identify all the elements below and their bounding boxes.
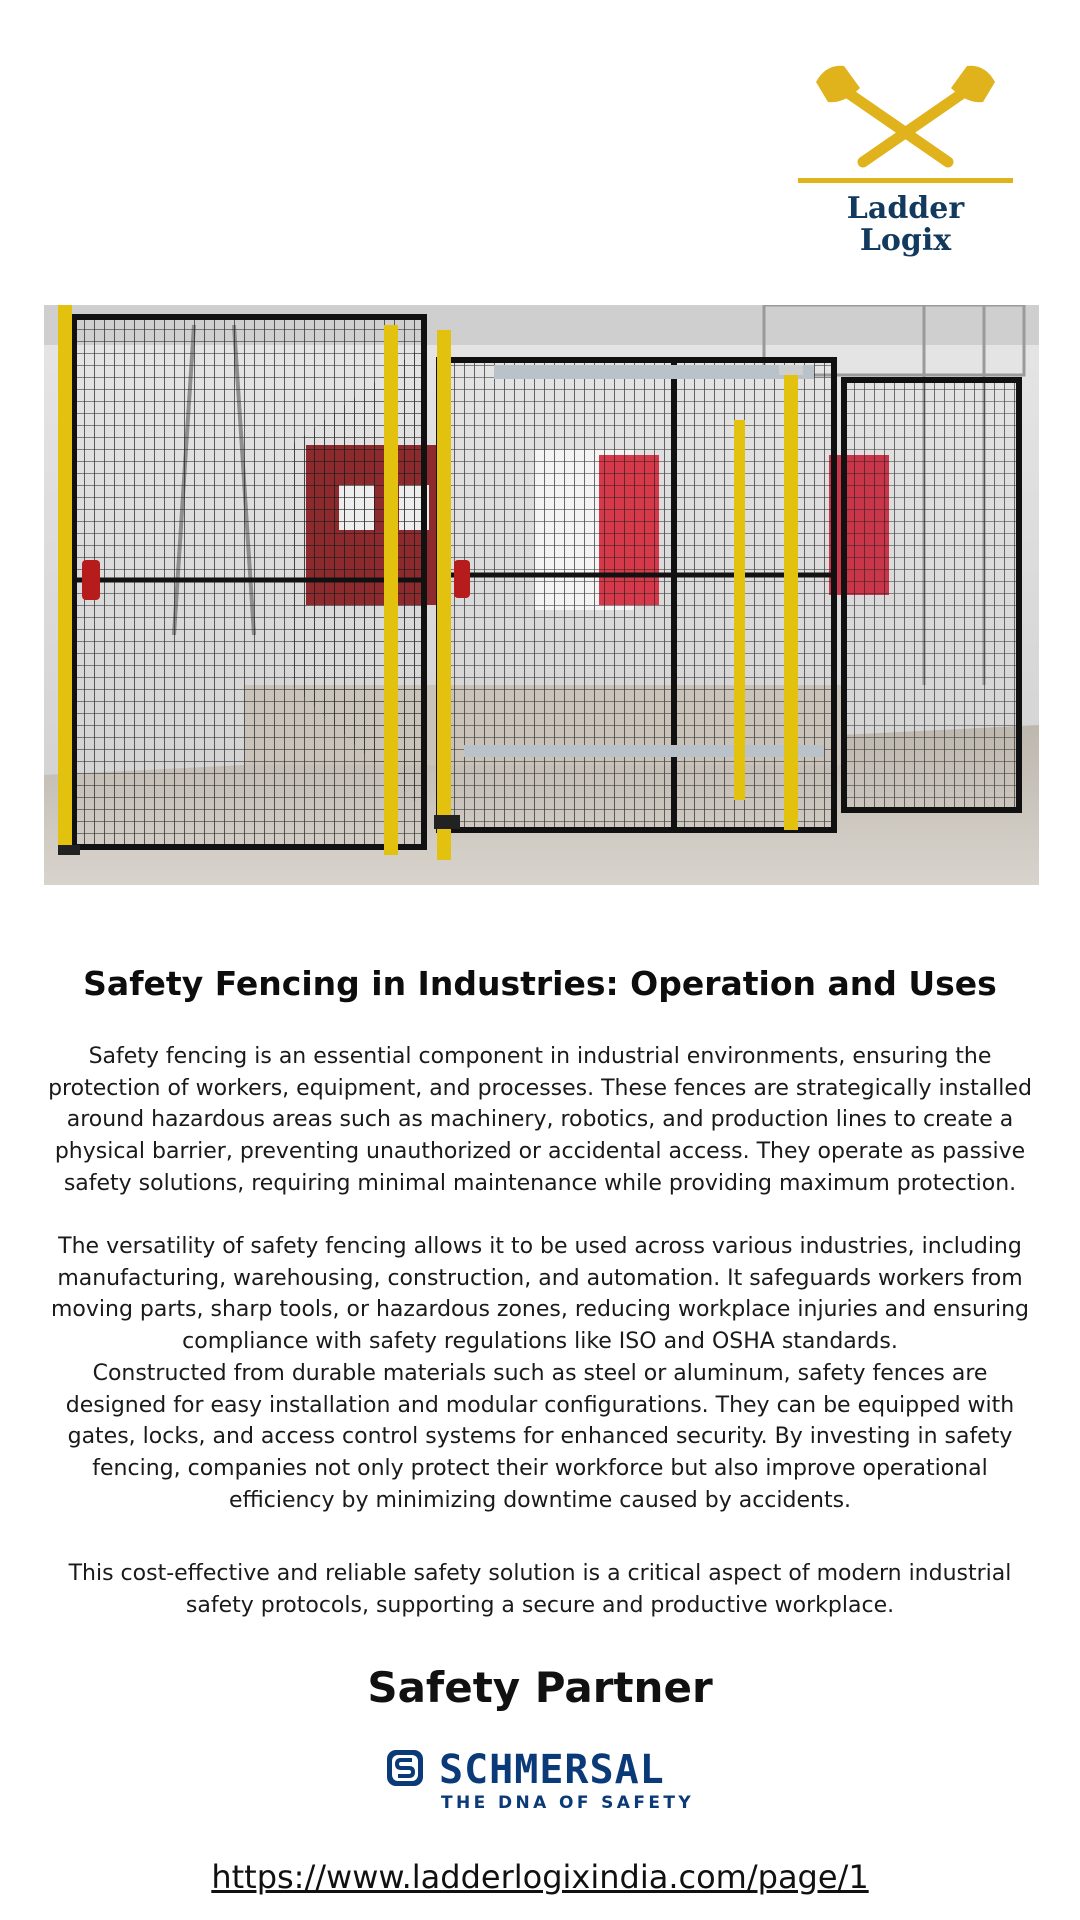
logo-text-line2: Logix [859,223,952,258]
logo-text-line1: Ladder [846,191,965,226]
safety-fence-photo [44,305,1039,885]
partner-logo-tagline: THE DNA OF SAFETY [441,1793,695,1813]
article-title: Safety Fencing in Industries: Operation and Uses [83,964,997,1003]
partner-logo-name: SCHMERSAL [439,1747,665,1793]
partner-heading: Safety Partner [367,1663,713,1712]
crossed-axes-icon [798,62,1013,192]
schmersal-logo [385,1748,705,1818]
article-paragraph: Safety fencing is an essential component in industrial environments, ensuring the protection of workers, equipment, and processes. These fences are strategically installed around hazardous areas such as machinery, robotics, and production lines to create a physical barrier, preventing unauthorized or accidental access. They operate as passive safety solutions, requiring minimal maintenance while providing maximum protection. [48,1044,1032,1196]
schmersal-emblem-icon [385,1748,429,1792]
article-paragraph: Constructed from durable materials such as steel or aluminum, safety fences are designed for easy installation and modular configurations. They can be equipped with gates, locks, and access control systems for enhanced security. By investing in safety fencing, companies not only protect their workforce but also improve operational efficiency by minimizing downtime caused by accidents. [65,1361,1015,1513]
article-paragraph: This cost-effective and reliable safety solution is a critical aspect of modern industrial safety protocols, supporting a secure and productive workplace. [68,1561,1012,1618]
hero-image [44,305,1039,885]
website-link[interactable]: https://www.ladderlogixindia.com/page/1 [211,1858,869,1896]
ladder-logix-logo [798,62,1013,267]
article-paragraph: The versatility of safety fencing allows it to be used across various industries, including manufacturing, warehousing, construction, and automation. It safeguards workers from moving parts, sharp tools, or hazardous zones, reducing workplace injuries and ensuring compliance with safety regulations like ISO and OSHA standards. [51,1234,1029,1355]
